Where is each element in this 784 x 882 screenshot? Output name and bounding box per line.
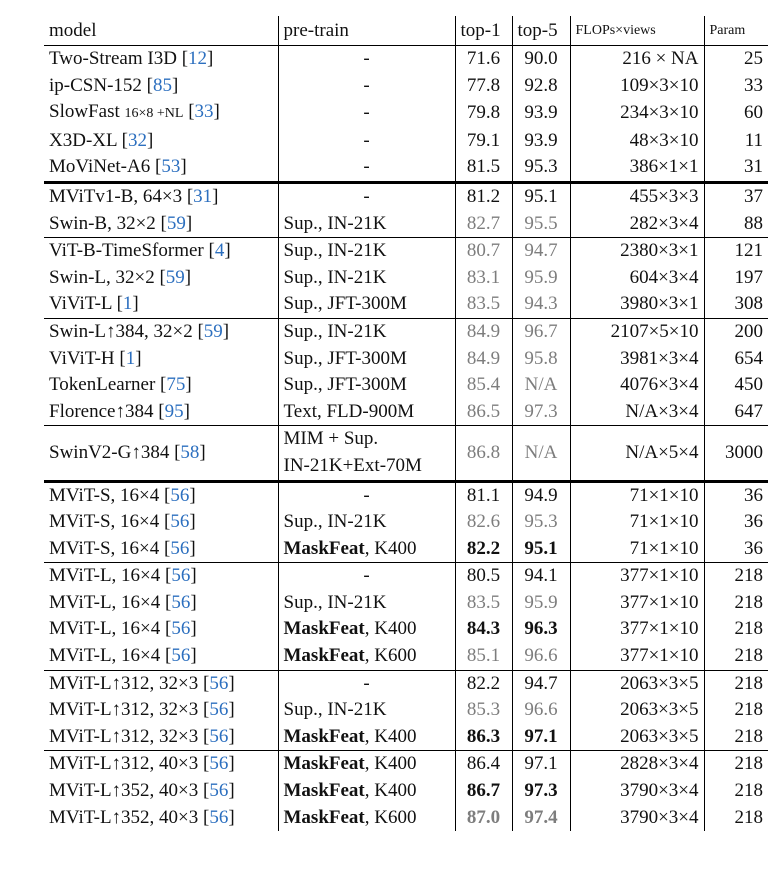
citation-link[interactable]: 1 bbox=[125, 347, 136, 369]
param-cell: 121 bbox=[704, 238, 768, 265]
top1-cell: 85.3 bbox=[455, 697, 512, 724]
top1-cell: 81.2 bbox=[455, 182, 512, 210]
header-row bbox=[44, 16, 768, 46]
model-cell: MViT-L↑312, 40×3 [56] bbox=[44, 751, 278, 778]
flops-cell: 71×1×10 bbox=[570, 536, 704, 563]
top1-cell: 77.8 bbox=[455, 73, 512, 100]
top5-cell: 96.6 bbox=[512, 697, 570, 724]
param-cell: 36 bbox=[704, 536, 768, 563]
header-top5: top-5 bbox=[512, 16, 570, 46]
pretrain-cell bbox=[278, 154, 455, 182]
pretrain-cell bbox=[278, 99, 455, 128]
header-top1: top-1 bbox=[455, 16, 512, 46]
flops-cell: N/A×5×4 bbox=[570, 426, 704, 481]
top1-cell: 81.5 bbox=[455, 154, 512, 182]
citation-link[interactable]: 56 bbox=[171, 591, 191, 613]
pretrain-data: Sup., JFT-300M bbox=[283, 374, 407, 396]
top5-cell: 97.3 bbox=[512, 399, 570, 426]
top5-cell: N/A bbox=[512, 372, 570, 399]
pretrain-cell bbox=[278, 643, 455, 670]
param-cell: 654 bbox=[704, 346, 768, 373]
top1-cell: 79.1 bbox=[455, 128, 512, 155]
model-name: MViT-L, 16×4 bbox=[49, 618, 161, 640]
citation-link[interactable]: 59 bbox=[165, 266, 185, 288]
table-row bbox=[44, 372, 768, 399]
param-cell: 11 bbox=[704, 128, 768, 155]
model-cell: MViT-S, 16×4 [56] bbox=[49, 511, 196, 533]
pretrain-cell bbox=[278, 291, 455, 318]
pretrain-data: , K400 bbox=[364, 780, 417, 802]
citation-link[interactable]: 59 bbox=[203, 320, 223, 342]
pretrain-data: Sup., IN-21K bbox=[283, 591, 387, 613]
pretrain-method: MaskFeat bbox=[283, 618, 365, 640]
pretrain-cell bbox=[278, 238, 455, 265]
top1-cell: 83.5 bbox=[455, 590, 512, 617]
param-cell: 218 bbox=[704, 670, 768, 697]
table-row bbox=[44, 481, 768, 509]
model-name: Two-Stream I3D bbox=[49, 48, 177, 69]
param-cell: 647 bbox=[704, 399, 768, 426]
flops-cell: 2063×3×5 bbox=[570, 724, 704, 751]
table-row bbox=[44, 211, 768, 238]
model-cell: SwinV2-G↑384 [58] bbox=[44, 426, 278, 481]
citation-link[interactable]: 58 bbox=[180, 441, 200, 463]
model-cell: MViT-S, 16×4 [56] bbox=[44, 481, 278, 509]
top1-cell: 84.9 bbox=[455, 346, 512, 373]
pretrain-cell bbox=[278, 73, 455, 100]
top5-cell: 95.9 bbox=[512, 590, 570, 617]
pretrain-cell bbox=[278, 399, 455, 426]
param-cell: 88 bbox=[704, 211, 768, 238]
pretrain-cell bbox=[278, 751, 455, 778]
model-name: MViT-L↑312, 32×3 bbox=[49, 672, 199, 694]
table-row bbox=[44, 751, 768, 778]
param-cell: 218 bbox=[704, 643, 768, 670]
param-cell: 60 bbox=[704, 99, 768, 128]
top5-cell: 96.3 bbox=[512, 616, 570, 643]
flops-cell: 3790×3×4 bbox=[570, 778, 704, 805]
top1-cell: 87.0 bbox=[455, 805, 512, 832]
pretrain-data: , K600 bbox=[364, 645, 417, 667]
top1-cell: 86.8 bbox=[455, 426, 512, 481]
pretrain-method: MaskFeat bbox=[283, 780, 365, 802]
table-body bbox=[44, 46, 768, 832]
flops-cell: 2063×3×5 bbox=[570, 697, 704, 724]
top1-cell: 86.7 bbox=[455, 778, 512, 805]
pretrain-data: - bbox=[363, 185, 370, 207]
top1-cell: 85.1 bbox=[455, 643, 512, 670]
pretrain-cell bbox=[278, 182, 455, 210]
table-row bbox=[44, 778, 768, 805]
pretrain-cell bbox=[278, 211, 455, 238]
param-cell: 218 bbox=[704, 697, 768, 724]
model-name: MViT-S, 16×4 bbox=[49, 484, 160, 506]
top5-cell: 93.9 bbox=[512, 128, 570, 155]
model-cell: ViViT-L [1] bbox=[49, 293, 139, 315]
top1-cell: 86.4 bbox=[455, 751, 512, 778]
model-cell: MViT-L↑312, 32×3 [56] bbox=[44, 670, 278, 697]
param-cell: 218 bbox=[704, 590, 768, 617]
model-cell: TokenLearner [75] bbox=[49, 374, 192, 396]
top5-cell: 93.9 bbox=[512, 99, 570, 128]
flops-cell: 377×1×10 bbox=[570, 590, 704, 617]
pretrain-cell bbox=[278, 670, 455, 697]
pretrain-data: , K400 bbox=[364, 753, 417, 775]
param-cell: 37 bbox=[704, 182, 768, 210]
header-param: Param bbox=[704, 16, 768, 46]
top1-cell: 80.7 bbox=[455, 238, 512, 265]
top5-cell: 95.1 bbox=[512, 536, 570, 563]
citation-link[interactable]: 95 bbox=[164, 400, 184, 422]
citation-link[interactable]: 1 bbox=[122, 293, 133, 315]
pretrain-data: , K400 bbox=[364, 725, 417, 747]
top1-cell: 82.2 bbox=[455, 536, 512, 563]
model-name: MViT-L↑312, 32×3 bbox=[49, 699, 199, 721]
model-cell: MoViNet-A6 [53] bbox=[49, 156, 187, 178]
table-row bbox=[44, 318, 768, 345]
citation-link[interactable]: 56 bbox=[209, 753, 229, 775]
pretrain-data: - bbox=[363, 484, 370, 506]
citation-link[interactable]: 56 bbox=[170, 537, 190, 559]
top1-cell: 83.5 bbox=[455, 291, 512, 318]
model-name: Swin-L, 32×2 bbox=[49, 266, 155, 288]
table-row bbox=[44, 154, 768, 182]
top5-cell: N/A bbox=[512, 426, 570, 481]
top5-cell: 95.5 bbox=[512, 211, 570, 238]
top5-cell: 95.9 bbox=[512, 265, 570, 292]
flops-cell: 109×3×10 bbox=[570, 73, 704, 100]
table-row bbox=[44, 697, 768, 724]
top1-cell: 82.7 bbox=[455, 211, 512, 238]
top1-cell: 82.6 bbox=[455, 509, 512, 536]
top1-cell: 79.8 bbox=[455, 99, 512, 128]
flops-cell: 2107×5×10 bbox=[570, 318, 704, 345]
pretrain-data: - bbox=[363, 672, 370, 694]
pretrain-data: - bbox=[363, 129, 370, 151]
pretrain-data: Sup., JFT-300M bbox=[283, 347, 407, 369]
citation-link[interactable]: 56 bbox=[209, 780, 229, 802]
model-cell: MViTv1-B, 64×3 [31] bbox=[44, 182, 278, 210]
model-cell: MViT-L↑352, 40×3 [56] bbox=[49, 780, 235, 802]
pretrain-cell bbox=[278, 724, 455, 751]
param-cell: 308 bbox=[704, 291, 768, 318]
model-cell: MViT-S, 16×4 [56] bbox=[49, 537, 196, 559]
model-cell: Two-Stream I3D [12] bbox=[49, 48, 214, 69]
param-cell: 197 bbox=[704, 265, 768, 292]
model-name: ViT-B-TimeSformer bbox=[49, 240, 204, 262]
citation-link[interactable]: 85 bbox=[152, 74, 172, 96]
table-row bbox=[44, 399, 768, 426]
table-row bbox=[44, 643, 768, 670]
citation-link[interactable]: 75 bbox=[166, 374, 186, 396]
pretrain-cell bbox=[278, 128, 455, 155]
model-name: X3D-XL bbox=[49, 129, 117, 151]
pretrain-data: - bbox=[363, 102, 370, 124]
param-cell: 450 bbox=[704, 372, 768, 399]
top1-cell: 86.5 bbox=[455, 399, 512, 426]
citation-link[interactable]: 56 bbox=[209, 672, 229, 694]
model-name: MViT-L↑312, 32×3 bbox=[49, 725, 199, 747]
flops-cell: 3980×3×1 bbox=[570, 291, 704, 318]
model-name: MViTv1-B, 64×3 bbox=[49, 185, 183, 207]
top1-cell: 71.6 bbox=[455, 46, 512, 73]
top1-cell: 81.1 bbox=[455, 481, 512, 509]
pretrain-data: , K400 bbox=[364, 618, 417, 640]
model-cell: Swin-L↑384, 32×2 [59] bbox=[44, 318, 278, 345]
top5-cell: 95.1 bbox=[512, 182, 570, 210]
pretrain-cell bbox=[278, 265, 455, 292]
pretrain-data: , K600 bbox=[364, 806, 417, 828]
pretrain-data: Sup., IN-21K bbox=[283, 511, 387, 533]
model-name: MoViNet-A6 bbox=[49, 156, 151, 178]
pretrain-cell bbox=[278, 372, 455, 399]
table-row bbox=[44, 805, 768, 832]
model-name: ip-CSN-152 bbox=[49, 74, 142, 96]
flops-cell: 71×1×10 bbox=[570, 481, 704, 509]
citation-link[interactable]: 56 bbox=[170, 484, 190, 506]
model-name: MViT-L↑352, 40×3 bbox=[49, 806, 199, 828]
model-name: Florence↑384 bbox=[49, 400, 154, 422]
flops-cell: 377×1×10 bbox=[570, 563, 704, 590]
pretrain-data: Sup., JFT-300M bbox=[283, 293, 407, 315]
model-cell: MViT-L, 16×4 [56] bbox=[49, 591, 197, 613]
table-row bbox=[44, 670, 768, 697]
pretrain-method: MaskFeat bbox=[283, 645, 365, 667]
top5-cell: 96.7 bbox=[512, 318, 570, 345]
flops-cell: 216 × NA bbox=[570, 46, 704, 73]
citation-link[interactable]: 33 bbox=[194, 101, 214, 123]
pretrain-cell bbox=[278, 563, 455, 590]
pretrain-data: Sup., IN-21K bbox=[283, 266, 387, 288]
pretrain-cell bbox=[278, 426, 455, 481]
pretrain-method: MaskFeat bbox=[283, 537, 365, 559]
param-cell: 36 bbox=[704, 481, 768, 509]
citation-link[interactable]: 56 bbox=[209, 725, 229, 747]
model-cell: X3D-XL [32] bbox=[49, 129, 154, 151]
header-model: model bbox=[44, 16, 278, 46]
flops-cell: 2063×3×5 bbox=[570, 670, 704, 697]
pretrain-data: MIM + Sup. bbox=[283, 428, 379, 450]
flops-cell: 604×3×4 bbox=[570, 265, 704, 292]
top5-cell: 96.6 bbox=[512, 643, 570, 670]
param-cell: 218 bbox=[704, 616, 768, 643]
pretrain-cell bbox=[278, 697, 455, 724]
table-row bbox=[44, 426, 768, 481]
model-name: MViT-L↑312, 40×3 bbox=[49, 753, 199, 775]
table-row bbox=[44, 46, 768, 73]
model-cell: ViT-B-TimeSformer [4] bbox=[44, 238, 278, 265]
citation-link[interactable]: 56 bbox=[209, 806, 229, 828]
citation-link[interactable]: 56 bbox=[171, 645, 191, 667]
table-row bbox=[44, 73, 768, 100]
citation-link[interactable]: 56 bbox=[171, 565, 191, 587]
top5-cell: 94.7 bbox=[512, 238, 570, 265]
top1-cell: 82.2 bbox=[455, 670, 512, 697]
model-name: ViViT-L bbox=[49, 293, 112, 315]
top1-cell: 86.3 bbox=[455, 724, 512, 751]
table-row bbox=[44, 99, 768, 128]
pretrain-cell bbox=[278, 509, 455, 536]
top5-cell: 94.7 bbox=[512, 670, 570, 697]
pretrain-data: Sup., IN-21K bbox=[283, 699, 387, 721]
top1-cell: 80.5 bbox=[455, 563, 512, 590]
citation-link[interactable]: 56 bbox=[209, 699, 229, 721]
flops-cell: 4076×3×4 bbox=[570, 372, 704, 399]
pretrain-method: MaskFeat bbox=[283, 806, 365, 828]
top1-cell: 84.9 bbox=[455, 318, 512, 345]
pretrain-data: - bbox=[363, 48, 370, 69]
model-name: MViT-L, 16×4 bbox=[49, 591, 161, 613]
pretrain-data: - bbox=[363, 156, 370, 178]
param-cell: 31 bbox=[704, 154, 768, 182]
param-cell: 33 bbox=[704, 73, 768, 100]
pretrain-cell bbox=[278, 46, 455, 73]
citation-link[interactable]: 53 bbox=[161, 156, 181, 178]
table-row bbox=[44, 536, 768, 563]
citation-link[interactable]: 31 bbox=[193, 185, 213, 207]
param-cell: 25 bbox=[704, 46, 768, 73]
table-row bbox=[44, 182, 768, 210]
table-row bbox=[44, 509, 768, 536]
top5-cell: 97.1 bbox=[512, 724, 570, 751]
model-name: MViT-L, 16×4 bbox=[49, 565, 161, 587]
table-row bbox=[44, 616, 768, 643]
pretrain-cell bbox=[278, 346, 455, 373]
top5-cell: 94.9 bbox=[512, 481, 570, 509]
model-cell: MViT-L↑352, 40×3 [56] bbox=[49, 806, 235, 828]
flops-cell: 3790×3×4 bbox=[570, 805, 704, 832]
table-row bbox=[44, 590, 768, 617]
pretrain-data-line2: IN-21K+Ext-70M bbox=[283, 454, 422, 476]
top5-cell: 95.8 bbox=[512, 346, 570, 373]
header-pretrain: pre-train bbox=[278, 16, 455, 46]
model-name: TokenLearner bbox=[49, 374, 156, 396]
param-cell: 218 bbox=[704, 751, 768, 778]
flops-cell: 71×1×10 bbox=[570, 509, 704, 536]
pretrain-cell bbox=[278, 778, 455, 805]
model-cell: MViT-L↑312, 32×3 [56] bbox=[49, 699, 235, 721]
table-row bbox=[44, 724, 768, 751]
model-name: Swin-L↑384, 32×2 bbox=[49, 320, 193, 342]
model-cell: Florence↑384 [95] bbox=[49, 400, 190, 422]
param-cell: 218 bbox=[704, 563, 768, 590]
pretrain-method: MaskFeat bbox=[283, 725, 365, 747]
top1-cell: 83.1 bbox=[455, 265, 512, 292]
model-cell: MViT-L, 16×4 [56] bbox=[44, 563, 278, 590]
model-cell: ViViT-H [1] bbox=[49, 347, 142, 369]
model-name: Swin-B, 32×2 bbox=[49, 212, 156, 234]
top1-cell: 85.4 bbox=[455, 372, 512, 399]
param-cell: 218 bbox=[704, 724, 768, 751]
pretrain-data: Sup., IN-21K bbox=[283, 212, 387, 234]
table-row bbox=[44, 346, 768, 373]
model-config: 16×8 +NL bbox=[124, 106, 184, 122]
model-cell: ip-CSN-152 [85] bbox=[49, 74, 179, 96]
citation-link[interactable]: 56 bbox=[171, 618, 191, 640]
model-cell: MViT-L, 16×4 [56] bbox=[49, 618, 197, 640]
flops-cell: 48×3×10 bbox=[570, 128, 704, 155]
model-cell: SlowFast 16×8 +NL [33] bbox=[49, 101, 220, 123]
param-cell: 218 bbox=[704, 805, 768, 832]
pretrain-data: , K400 bbox=[364, 537, 417, 559]
top5-cell: 95.3 bbox=[512, 154, 570, 182]
flops-cell: 377×1×10 bbox=[570, 643, 704, 670]
param-cell: 3000 bbox=[704, 426, 768, 481]
pretrain-cell bbox=[278, 590, 455, 617]
model-name: MViT-L, 16×4 bbox=[49, 645, 161, 667]
flops-cell: 455×3×3 bbox=[570, 182, 704, 210]
header-flops: FLOPs×views bbox=[570, 16, 704, 46]
param-cell: 200 bbox=[704, 318, 768, 345]
top5-cell: 94.3 bbox=[512, 291, 570, 318]
pretrain-cell bbox=[278, 318, 455, 345]
flops-cell: 234×3×10 bbox=[570, 99, 704, 128]
top5-cell: 97.1 bbox=[512, 751, 570, 778]
model-cell: MViT-L, 16×4 [56] bbox=[49, 645, 197, 667]
pretrain-cell bbox=[278, 805, 455, 832]
results-table bbox=[44, 16, 768, 831]
model-name: ViViT-H bbox=[49, 347, 115, 369]
model-name: MViT-S, 16×4 bbox=[49, 511, 160, 533]
top5-cell: 95.3 bbox=[512, 509, 570, 536]
citation-link[interactable]: 12 bbox=[188, 48, 208, 69]
model-name: SwinV2-G↑384 bbox=[49, 441, 170, 463]
model-name: SlowFast bbox=[49, 101, 120, 123]
top1-cell: 84.3 bbox=[455, 616, 512, 643]
model-cell: Swin-L, 32×2 [59] bbox=[49, 266, 192, 288]
pretrain-cell bbox=[278, 616, 455, 643]
citation-link[interactable]: 59 bbox=[166, 212, 186, 234]
param-cell: 36 bbox=[704, 509, 768, 536]
top5-cell: 97.3 bbox=[512, 778, 570, 805]
pretrain-data: Text, FLD-900M bbox=[283, 400, 415, 422]
model-cell: MViT-L↑312, 32×3 [56] bbox=[49, 725, 235, 747]
model-name: MViT-L↑352, 40×3 bbox=[49, 780, 199, 802]
top5-cell: 94.1 bbox=[512, 563, 570, 590]
flops-cell: 2828×3×4 bbox=[570, 751, 704, 778]
table-row bbox=[44, 128, 768, 155]
pretrain-data: Sup., IN-21K bbox=[283, 240, 387, 262]
citation-link[interactable]: 4 bbox=[214, 240, 225, 262]
top5-cell: 92.8 bbox=[512, 73, 570, 100]
citation-link[interactable]: 32 bbox=[127, 129, 147, 151]
flops-cell: 386×1×1 bbox=[570, 154, 704, 182]
model-name: MViT-S, 16×4 bbox=[49, 537, 160, 559]
model-cell: Swin-B, 32×2 [59] bbox=[49, 212, 193, 234]
table-row bbox=[44, 265, 768, 292]
top5-cell: 90.0 bbox=[512, 46, 570, 73]
pretrain-data: - bbox=[363, 565, 370, 587]
table-row bbox=[44, 563, 768, 590]
flops-cell: 2380×3×1 bbox=[570, 238, 704, 265]
pretrain-method: MaskFeat bbox=[283, 753, 365, 775]
flops-cell: N/A×3×4 bbox=[570, 399, 704, 426]
top5-cell: 97.4 bbox=[512, 805, 570, 832]
flops-cell: 282×3×4 bbox=[570, 211, 704, 238]
citation-link[interactable]: 56 bbox=[170, 511, 190, 533]
pretrain-data: - bbox=[363, 74, 370, 96]
table-row bbox=[44, 291, 768, 318]
pretrain-cell bbox=[278, 481, 455, 509]
flops-cell: 377×1×10 bbox=[570, 616, 704, 643]
flops-cell: 3981×3×4 bbox=[570, 346, 704, 373]
pretrain-data: Sup., IN-21K bbox=[283, 320, 387, 342]
pretrain-cell bbox=[278, 536, 455, 563]
table-row bbox=[44, 238, 768, 265]
param-cell: 218 bbox=[704, 778, 768, 805]
